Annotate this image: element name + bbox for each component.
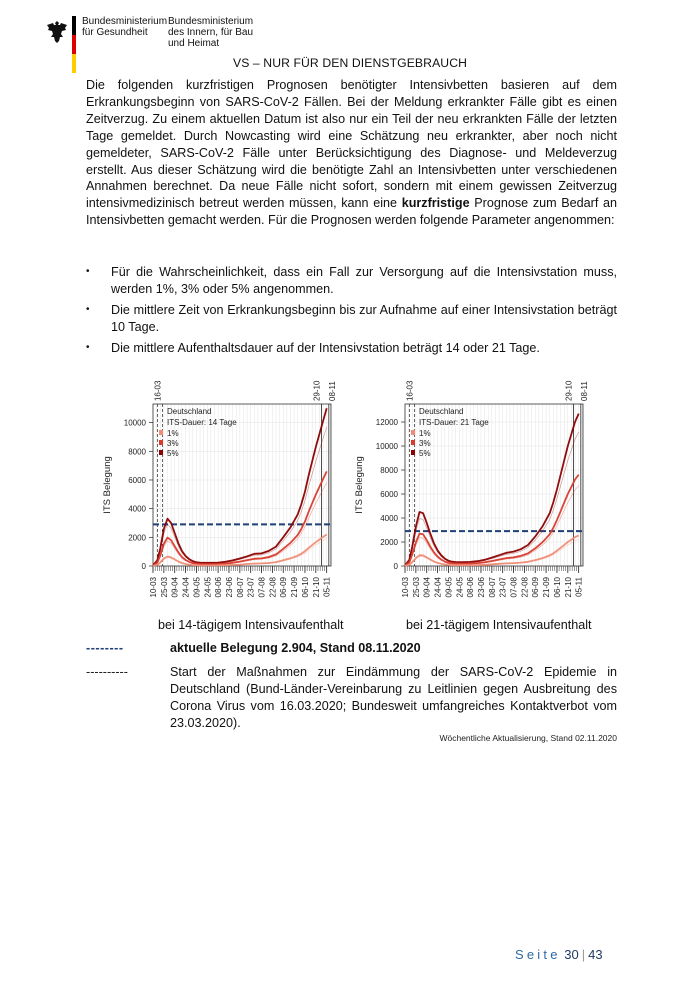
marker-label: 29-10 <box>312 380 322 401</box>
ministry-line: und Heimat <box>168 38 220 49</box>
ministry-line: Bundesministerium <box>168 16 254 27</box>
list-item <box>86 340 617 357</box>
ministry-line: Bundesministerium <box>82 16 168 27</box>
x-tick-label: 08-06 <box>214 577 224 598</box>
x-tick-label: 22-08 <box>520 577 530 598</box>
x-tick-label: 24-05 <box>455 577 465 598</box>
x-tick-label: 25-03 <box>411 577 421 598</box>
intro-text: Die folgenden kurzfristigen Prognosen benötigter Intensivbetten basieren auf dem Erkrankungsbeginn von SARS-CoV-2 Fällen. Bei der Meldung erkrankter Fälle gibt es einen Zeitverzug. Zu einem aktuellen Datum ist also nur ein Teil der neu erkrankten Fälle der letzten Tage gemeldet. Durch Nowcasting wird eine Schätzung neu erkrankter, aber noch nicht gemeldeter, SARS-CoV-2 Fälle unter Berücksichtigung des Diagnose- und Meldeverzug erstellt. Aus dieser Schätzung wird die benötigte Zahl an Intensivbetten unter verschiedenen Annahmen berechnet. Da neue Fälle nicht sofort, sondern mit einem gewissen Zeitverzug intensivmedizinisch betreut werden müssen, kann eine <box>86 78 617 211</box>
list-item-text: Die mittlere Zeit von Erkrankungsbeginn bis zur Aufnahme auf einer Intensivstation beträgt 10 Tage. <box>111 302 617 334</box>
its-chart-21-days <box>350 364 590 614</box>
page-total: 43 <box>588 947 603 962</box>
intro-text-end: Prognose zum Bedarf an Intensivbetten gemacht werden. Für die Prognosen werden folgende Parameter angenommen: <box>86 196 618 228</box>
legend-dashed-black-line: ---------- <box>86 665 128 679</box>
x-tick-label: 06-10 <box>300 577 310 598</box>
bullet-symbol: • <box>86 341 90 353</box>
page-separator: | <box>581 947 586 962</box>
bullet-symbol: • <box>86 303 90 315</box>
chart-caption-14: bei 14-tägigem Intensivaufenthalt <box>158 618 344 632</box>
legend-swatch <box>411 440 415 445</box>
x-tick-label: 09-04 <box>170 577 180 598</box>
ministry-health-name <box>82 16 167 38</box>
legend-swatch <box>411 450 415 455</box>
x-tick-label: 07-08 <box>257 577 267 598</box>
marker-label: 16-03 <box>405 380 415 401</box>
plot-frame <box>405 404 583 566</box>
x-tick-label: 08-07 <box>487 577 497 598</box>
x-tick-label: 23-07 <box>498 577 508 598</box>
x-tick-label: 08-06 <box>466 577 476 598</box>
x-tick-label: 21-09 <box>542 577 552 598</box>
x-tick-label: 05-11 <box>322 577 332 597</box>
y-axis-label: ITS Belegung <box>102 456 113 514</box>
ministry-line: für Gesundheit <box>82 27 148 38</box>
y-tick-label: 10000 <box>375 442 398 451</box>
y-tick-label: 10000 <box>123 418 146 428</box>
y-tick-label: 8000 <box>128 447 146 457</box>
y-tick-label: 0 <box>141 562 146 571</box>
flag-black-stripe <box>72 16 76 35</box>
x-tick-label: 06-10 <box>552 577 562 598</box>
chart-country-label: Deutschland <box>167 407 212 416</box>
federal-eagle-icon <box>46 20 68 44</box>
ministry-line: des Innern, für Bau <box>168 27 254 38</box>
ministry-interior-name <box>168 16 253 49</box>
x-tick-label: 05-11 <box>574 577 584 597</box>
y-axis-label: ITS Belegung <box>354 456 365 514</box>
y-tick-label: 2000 <box>380 538 398 547</box>
x-tick-label: 24-04 <box>433 577 443 598</box>
intro-paragraph <box>86 77 617 229</box>
its-chart-14-days <box>98 364 338 614</box>
legend-label: 3% <box>419 439 431 448</box>
legend-label: 1% <box>167 429 179 438</box>
y-tick-label: 12000 <box>375 418 398 427</box>
x-tick-label: 21-09 <box>290 577 300 598</box>
chart-country-label: Deutschland <box>419 407 464 416</box>
update-note: Wöchentliche Aktualisierung, Stand 02.11.2020 <box>439 733 617 743</box>
x-tick-label: 24-05 <box>203 577 213 598</box>
list-item-text: Für die Wahrscheinlichkeit, dass ein Fall zur Versorgung auf die Intensivstation muss, werden 1%, 3% oder 5% angenommen. <box>111 265 617 296</box>
x-tick-label: 24-04 <box>181 577 191 598</box>
x-tick-label: 23-06 <box>224 577 234 598</box>
legend-label: 1% <box>419 429 431 438</box>
x-tick-label: 23-06 <box>476 577 486 598</box>
legend-swatch <box>159 440 163 445</box>
legend-swatch <box>411 430 415 435</box>
x-tick-label: 10-03 <box>149 577 158 598</box>
x-tick-label: 07-08 <box>509 577 519 598</box>
y-tick-label: 4000 <box>128 504 146 514</box>
x-tick-label: 10-03 <box>401 577 410 598</box>
x-tick-label: 21-10 <box>311 577 321 598</box>
chart-subtitle: ITS-Dauer: 14 Tage <box>167 418 237 427</box>
legend-dashed-blue-line: -------- <box>86 641 124 655</box>
list-item <box>86 264 617 298</box>
legend-swatch <box>159 450 163 455</box>
x-tick-label: 23-07 <box>246 577 256 598</box>
legend-swatch <box>159 430 163 435</box>
flag-red-stripe <box>72 35 76 54</box>
intro-bold-text: kurzfristige <box>401 196 470 211</box>
bullet-symbol: • <box>86 266 90 277</box>
legend-label: 5% <box>167 449 179 458</box>
marker-label: 08-11 <box>327 381 337 401</box>
x-tick-label: 22-08 <box>268 577 278 598</box>
plot-frame <box>153 404 331 566</box>
x-tick-label: 08-07 <box>235 577 245 598</box>
x-tick-label: 21-10 <box>563 577 573 598</box>
y-tick-label: 2000 <box>128 533 146 543</box>
legend-label: 3% <box>167 439 179 448</box>
y-tick-label: 0 <box>393 562 398 571</box>
list-item-text: Die mittlere Aufenthaltsdauer auf der Intensivstation beträgt 14 oder 21 Tage. <box>111 340 540 355</box>
list-item <box>86 302 617 336</box>
chart-caption-21: bei 21-tägigem Intensivaufenthalt <box>406 618 592 632</box>
x-tick-label: 25-03 <box>159 577 169 598</box>
page-word: Seite <box>515 947 561 962</box>
x-tick-label: 06-09 <box>279 577 289 598</box>
x-tick-label: 09-04 <box>422 577 432 598</box>
chart-subtitle: ITS-Dauer: 21 Tage <box>419 418 489 427</box>
legend-current-text: aktuelle Belegung 2.904, Stand 08.11.2020 <box>170 641 421 655</box>
legend-measures-text: Start der Maßnahmen zur Eindämmung der SARS-CoV-2 Epidemie in Deutschland (Bund-Länder-Vereinbarung zu Leitlinien gegen Ausbreitung des Corona Virus vom 16.03.2020; Bundesweit umfangreiches Kontaktverbot vom 23.03.2020). <box>170 665 617 730</box>
marker-label: 29-10 <box>564 380 574 401</box>
y-tick-label: 8000 <box>380 466 398 475</box>
x-tick-label: 09-05 <box>444 577 454 598</box>
parameter-list <box>86 264 617 361</box>
classification-label: VS – NUR FÜR DEN DIENSTGEBRAUCH <box>232 56 467 70</box>
marker-label: 08-11 <box>579 381 589 401</box>
marker-label: 16-03 <box>153 380 163 401</box>
page-number <box>515 947 603 962</box>
y-tick-label: 6000 <box>380 490 398 499</box>
legend-label: 5% <box>419 449 431 458</box>
y-tick-label: 6000 <box>128 475 146 485</box>
x-tick-label: 06-09 <box>531 577 541 598</box>
page-current: 30 <box>564 947 579 962</box>
x-tick-label: 09-05 <box>192 577 202 598</box>
y-tick-label: 4000 <box>380 514 398 523</box>
